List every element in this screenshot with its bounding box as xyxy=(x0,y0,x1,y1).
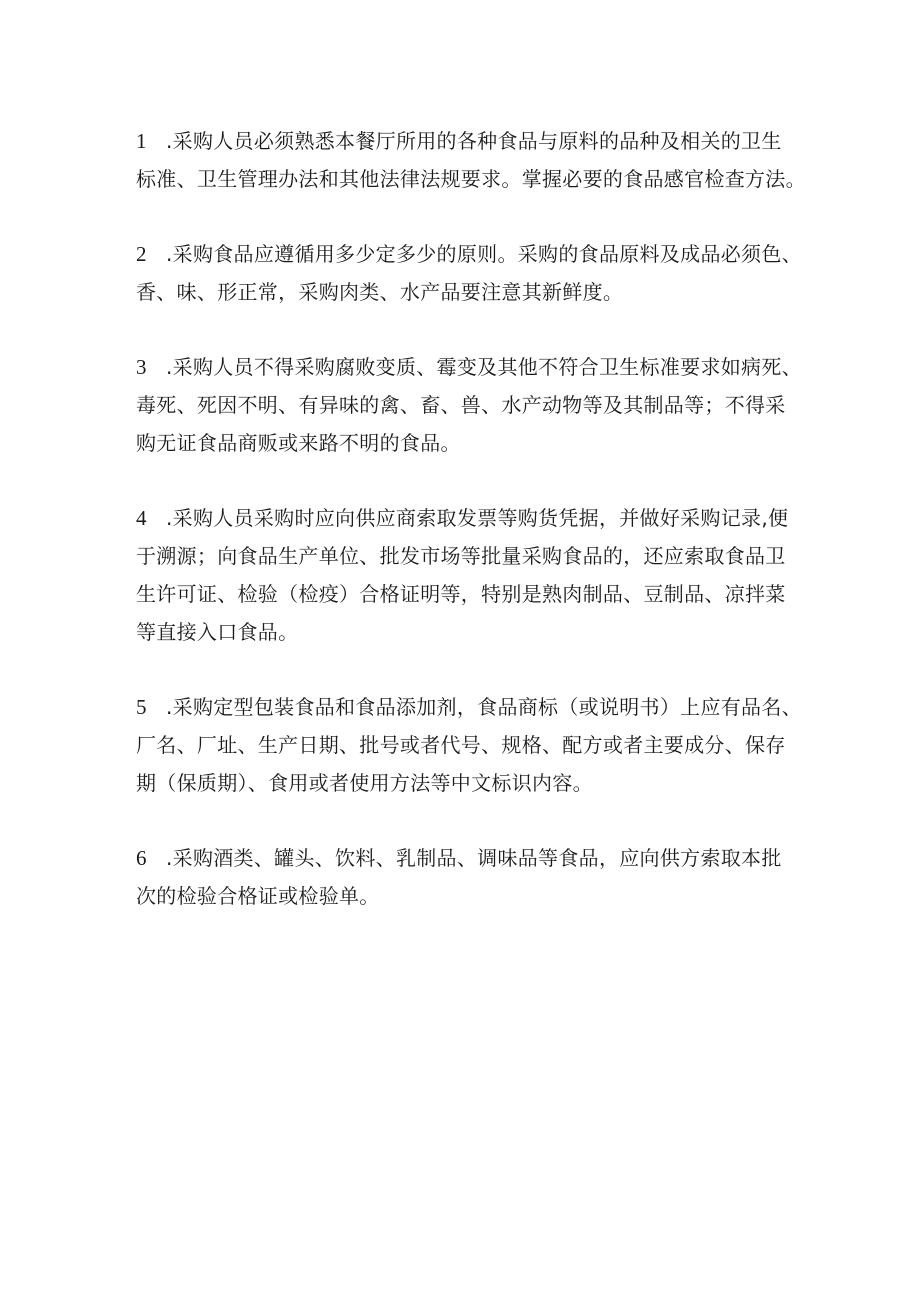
text-line: 香、味、形正常，采购肉类、水产品要注意其新鲜度。 xyxy=(136,280,624,304)
text-line: 期（保质期）、食用或者使用方法等中文标识内容。 xyxy=(136,771,593,795)
item-text: .采购酒类、罐头、饮料、乳制品、调味品等食品，应向供方索取本批 xyxy=(166,846,782,870)
item-number: 5 xyxy=(136,695,147,719)
text-line: 于溯源；向食品生产单位、批发市场等批量采购食品的，还应索取食品卫 xyxy=(136,544,786,568)
text-line: 次的检验合格证或检验单。 xyxy=(136,884,380,908)
item-text: .采购人员采购时应向供应商索取发票等购货凭据，并做好采购记录,便 xyxy=(166,506,789,530)
list-item xyxy=(136,348,802,462)
text-line xyxy=(136,688,802,726)
text-line xyxy=(136,839,792,877)
item-number: 1 xyxy=(136,129,147,153)
text-line xyxy=(136,122,792,160)
item-number: 3 xyxy=(136,355,147,379)
text-line: 标准、卫生管理办法和其他法律法规要求。掌握必要的食品感官检查方法。 xyxy=(136,167,806,191)
list-item xyxy=(136,122,806,198)
list-item xyxy=(136,839,792,915)
item-number: 6 xyxy=(136,846,147,870)
document-body xyxy=(136,122,806,952)
item-text: .采购定型包装食品和食品添加剂，食品商标（或说明书）上应有品名、 xyxy=(166,695,802,719)
item-number: 2 xyxy=(136,242,147,266)
item-text: .采购食品应遵循用多少定多少的原则。采购的食品原料及成品必须色、 xyxy=(166,242,802,266)
text-line: 生许可证、检验（检疫）合格证明等，特别是熟肉制品、豆制品、凉拌菜 xyxy=(136,582,786,606)
item-text: .采购人员必须熟悉本餐厅所用的各种食品与原料的品种及相关的卫生 xyxy=(166,129,782,153)
item-text: .采购人员不得采购腐败变质、霉变及其他不符合卫生标准要求如病死、 xyxy=(166,355,802,379)
list-item xyxy=(136,688,802,802)
list-item xyxy=(136,499,792,651)
text-line: 购无证食品商贩或来路不明的食品。 xyxy=(136,431,461,455)
text-line xyxy=(136,235,802,273)
text-line: 毒死、死因不明、有异味的禽、畜、兽、水产动物等及其制品等；不得采 xyxy=(136,393,786,417)
item-number: 4 xyxy=(136,506,147,530)
text-line: 等直接入口食品。 xyxy=(136,620,299,644)
text-line xyxy=(136,348,802,386)
text-line: 厂名、厂址、生产日期、批号或者代号、规格、配方或者主要成分、保存 xyxy=(136,733,786,757)
list-item xyxy=(136,235,802,311)
text-line xyxy=(136,499,792,537)
